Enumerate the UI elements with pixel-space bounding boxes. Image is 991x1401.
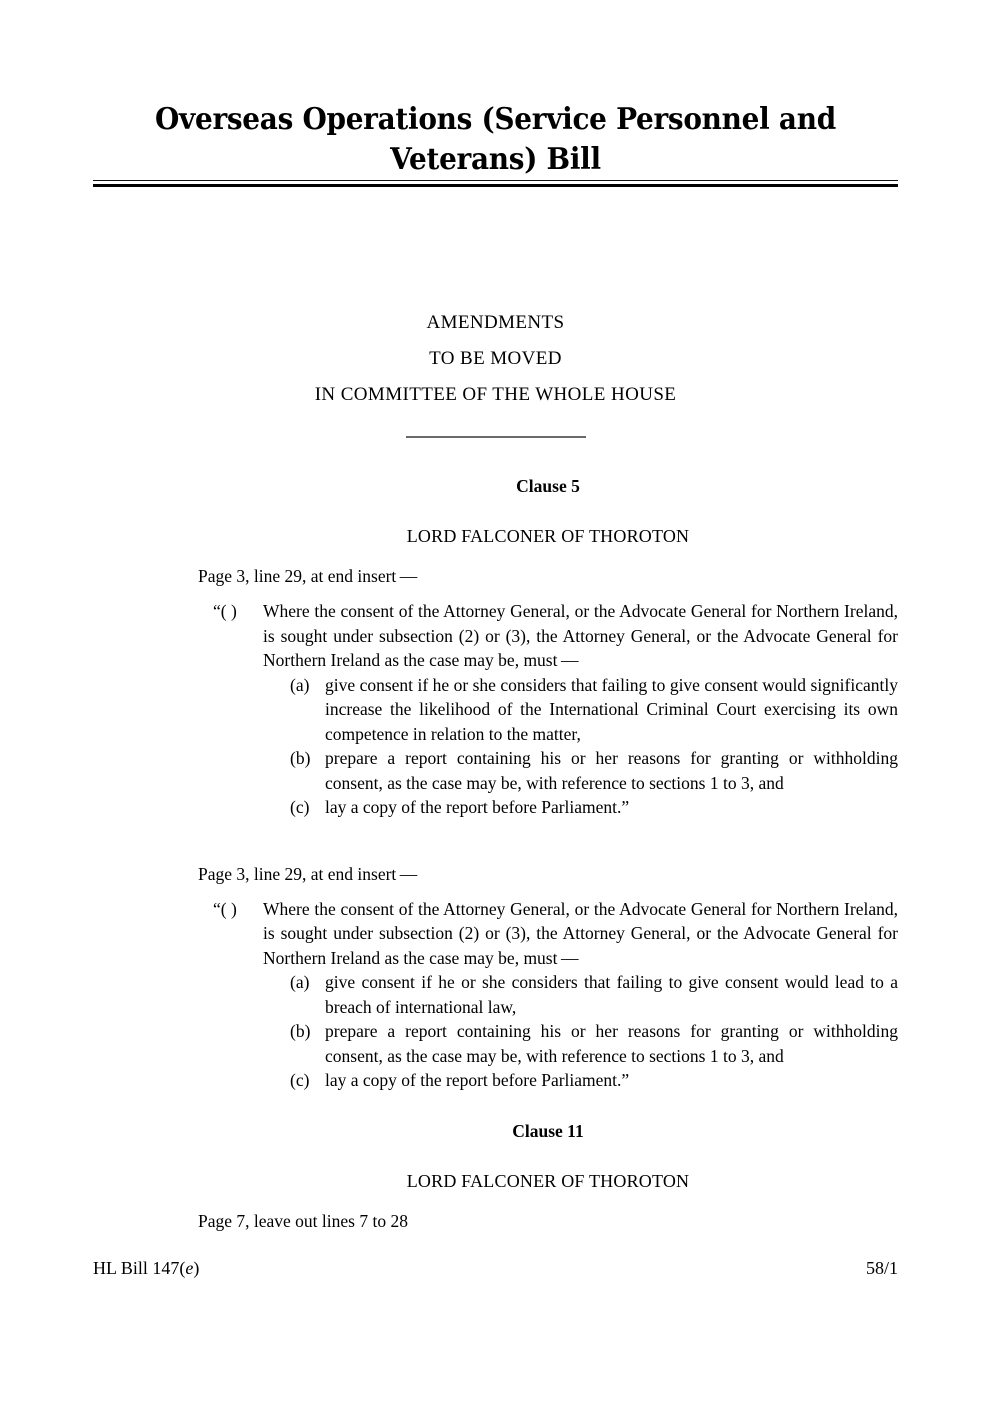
list-item [290, 673, 898, 747]
sub-item-list [213, 970, 898, 1093]
sub-item-text: give consent if he or she considers that failing to give consent would significantly increase the likelihood of the International Criminal Court exercising its own competence in relation to the matter, [325, 674, 898, 744]
separator-rule [406, 436, 586, 438]
sub-item-text: prepare a report containing his or her reasons for granting or withholding consent, as the case may be, with reference to sections 1 to 3, and [325, 1021, 898, 1066]
amendment-sponsor: LORD FALCONER OF THOROTON [406, 526, 690, 546]
bill-reference [93, 1258, 199, 1279]
sub-item-marker: (b) [290, 1021, 311, 1041]
quoted-insertion [198, 885, 898, 1093]
bill-reference-suffix: ) [193, 1258, 200, 1278]
heading-to-be-moved: TO BE MOVED [429, 348, 562, 369]
amendment-spacer [198, 820, 898, 845]
list-item [290, 970, 898, 1019]
list-item [290, 1019, 898, 1068]
sub-item-list [213, 673, 898, 820]
clause-heading: Clause 11 [512, 1120, 584, 1141]
sub-item-marker: (a) [290, 972, 310, 992]
section-separator [93, 425, 898, 443]
amendment-instruction: Page 3, line 29, at end insert — [198, 566, 418, 586]
bill-reference-letter: e [185, 1258, 194, 1278]
clause-heading: Clause 5 [516, 476, 580, 496]
quote-text: Where the consent of the Attorney General, or the Advocate General for Northern Ireland, is sought under subsection (2) or (3), the Attorney General, or the Advocate General for Northern Ireland as the case may be, must — [263, 601, 898, 670]
heading-in-committee: IN COMMITTEE OF THE WHOLE HOUSE [314, 384, 677, 405]
sub-item-marker: (a) [290, 674, 310, 695]
quote-text: Where the consent of the Attorney General, or the Advocate General for Northern Ireland, is sought under subsection (2) or (3), the Attorney General, or the Advocate General for Northern Ireland as the case may be, must — [263, 898, 898, 968]
quote-marker: “( ) [213, 898, 237, 919]
amendments-content [198, 470, 898, 1232]
sub-item-marker: (c) [290, 1070, 310, 1090]
list-item [290, 746, 898, 795]
sub-item-marker: (b) [290, 748, 311, 768]
quote-marker: “( ) [213, 601, 237, 621]
sub-item-text: give consent if he or she considers that failing to give consent would lead to a breach of international law, [325, 972, 898, 1017]
amendment-instruction: Page 7, leave out lines 7 to 28 [198, 1210, 408, 1231]
list-item [290, 1068, 898, 1093]
amendment-instruction: Page 3, line 29, at end insert — [198, 863, 418, 884]
quoted-paragraph [213, 599, 898, 673]
rule-thick [93, 184, 898, 187]
page-footer [93, 1258, 898, 1279]
sub-item-text: lay a copy of the report before Parliament.” [325, 797, 630, 817]
title-double-rule [93, 180, 898, 187]
document-heading-group [93, 305, 898, 413]
sub-item-text: lay a copy of the report before Parliament.” [325, 1070, 630, 1090]
sub-item-marker: (c) [290, 797, 310, 817]
amendment-sponsor: LORD FALCONER OF THOROTON [406, 1170, 690, 1191]
page-number: 58/1 [865, 1258, 898, 1278]
quoted-paragraph [213, 897, 898, 971]
sub-item-text: prepare a report containing his or her reasons for granting or withholding consent, as the case may be, with reference to sections 1 to 3, and [325, 748, 898, 793]
bill-reference-prefix: HL Bill 147( [93, 1258, 186, 1278]
clause-spacer [198, 1093, 898, 1115]
page-title: Overseas Operations (Service Personnel and Veterans) Bill [155, 102, 836, 177]
quoted-insertion [198, 587, 898, 820]
heading-amendments: AMENDMENTS [426, 312, 565, 333]
title-block [93, 100, 898, 180]
list-item [290, 795, 898, 820]
